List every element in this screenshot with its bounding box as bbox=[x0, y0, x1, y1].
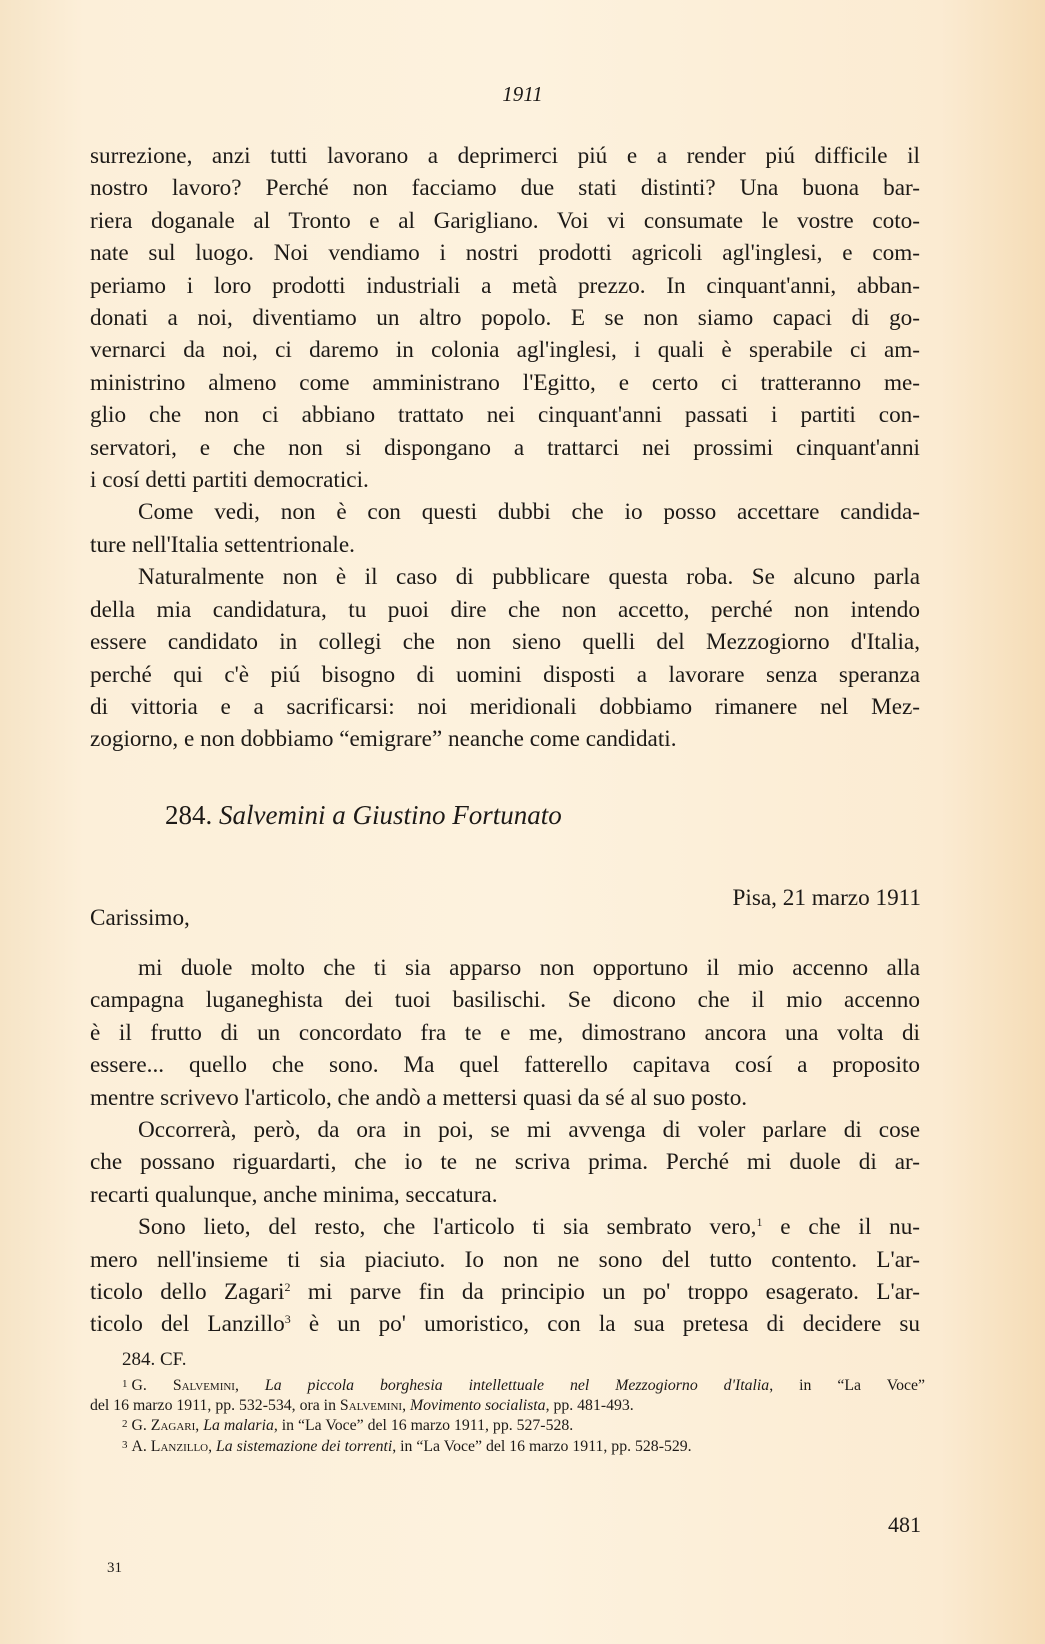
footnote-2: 2 G. Zagari, La malaria, in “La Voce” del 16 marzo 1911, pp. 527-528. bbox=[122, 1417, 574, 1435]
text-line: nate sul luogo. Noi vendiamo i nostri prodotti agricoli agl'inglesi, e com- bbox=[90, 240, 920, 267]
text-segment: Sono lieto, del resto, che l'articolo ti sia sembrato vero, bbox=[138, 1214, 757, 1241]
footnote-ref: 3 bbox=[284, 1312, 291, 1327]
footnote-ref: 1 bbox=[756, 1215, 763, 1230]
footnote-ref: 2 bbox=[284, 1280, 291, 1295]
footnote-mark: 3 bbox=[122, 1438, 128, 1451]
note-cf: 284. CF. bbox=[122, 1349, 187, 1370]
text-line: servatori, e che non si dispongano a trattarci nei prossimi cinquant'anni bbox=[90, 434, 920, 461]
footnote-mark: 1 bbox=[122, 1378, 128, 1391]
footnote-title: La piccola borghesia intellettuale nel Mezzogiorno d'Italia bbox=[264, 1377, 770, 1395]
footnotes bbox=[90, 1350, 925, 1456]
footnote-text: , in “La Voce” del 16 marzo 1911, pp. 528-529. bbox=[392, 1437, 692, 1455]
footnote-title: La malaria bbox=[203, 1417, 274, 1435]
text-segment: ticolo del Lanzillo bbox=[90, 1311, 285, 1338]
text-line: Come vedi, non è con questi dubbi che io posso accettare candida- bbox=[138, 499, 920, 526]
footnote-author: G. Zagari bbox=[131, 1417, 196, 1435]
text-line: nostro lavoro? Perché non facciamo due stati distinti? Una buona bar- bbox=[90, 175, 920, 202]
letter-number: 284. bbox=[165, 800, 213, 830]
text-line: recarti qualunque, anche minima, seccatura. bbox=[90, 1181, 498, 1208]
text-line: essere candidato in collegi che non sieno quelli del Mezzogiorno d'Italia, bbox=[90, 629, 920, 656]
footnote-3: 3 A. Lanzillo, La sistemazione dei torrenti, in “La Voce” del 16 marzo 1911, pp. 528-529. bbox=[122, 1437, 692, 1455]
running-head: 1911 bbox=[502, 82, 543, 106]
letter-continuation-text bbox=[90, 140, 920, 756]
letter-body-text bbox=[90, 952, 920, 1341]
dateline: Pisa, 21 marzo 1911 bbox=[732, 885, 921, 911]
text-segment: ticolo dello Zagari bbox=[90, 1279, 285, 1306]
text-line: surrezione, anzi tutti lavorano a deprimerci piú e a render piú difficile il bbox=[90, 143, 920, 169]
page-number: 481 bbox=[888, 1512, 921, 1537]
text-line: è il frutto di un concordato fra te e me, dimostrano ancora una volta di bbox=[90, 1019, 920, 1046]
text-line: ture nell'Italia settentrionale. bbox=[90, 531, 355, 558]
footnote-1: 1 G. Salvemini, La piccola borghesia intellettuale nel Mezzogiorno d'Italia, in “La Voce” bbox=[122, 1377, 926, 1395]
text-line: mi duole molto che ti sia apparso non opportuno il mio accenno alla bbox=[138, 955, 920, 981]
text-line: Naturalmente non è il caso di pubblicare questa roba. Se alcuno parla bbox=[138, 564, 920, 591]
text-line: riera doganale al Tronto e al Garigliano. Voi vi consumate le vostre coto- bbox=[90, 207, 920, 234]
text-line: vernarci da noi, ci daremo in colonia agl'inglesi, i quali è sperabile ci am- bbox=[90, 337, 920, 364]
footnote-author: Salvemini bbox=[339, 1396, 403, 1414]
footnote-1-cont: del 16 marzo 1911, pp. 532-534, ora in Salvemini, Movimento socialista, pp. 481-493. bbox=[90, 1396, 634, 1414]
text-line bbox=[90, 1211, 920, 1243]
footnote-text: , pp. 481-493. bbox=[545, 1396, 634, 1414]
text-line: mero nell'insieme ti sia piaciuto. Io non ne sono del tutto contento. L'ar- bbox=[90, 1246, 920, 1273]
text-line: di vittoria e a sacrificarsi: noi meridionali dobbiamo rimanere nel Mez- bbox=[90, 693, 920, 720]
text-line: perché qui c'è piú bisogno di uomini disposti a lavorare senza speranza bbox=[90, 661, 920, 688]
text-line: donati a noi, diventiamo un altro popolo. E se non siamo capaci di go- bbox=[90, 305, 920, 332]
footnote-title: Movimento socialista bbox=[409, 1396, 546, 1414]
text-segment: è un po' umoristico, con la sua pretesa di decidere su bbox=[308, 1311, 920, 1338]
text-line: Occorrerà, però, da ora in poi, se mi avvenga di voler parlare di cose bbox=[138, 1117, 920, 1144]
text-segment: e che il nu- bbox=[780, 1214, 921, 1241]
text-line: ministrino almeno come amministrano l'Egitto, e certo ci tratteranno me- bbox=[90, 369, 920, 396]
text-line bbox=[90, 1308, 920, 1340]
footnote-author: G. Salvemini bbox=[131, 1377, 235, 1395]
text-line bbox=[90, 1276, 920, 1308]
text-line: essere... quello che sono. Ma quel fatterello capitava cosí a proposito bbox=[90, 1052, 920, 1079]
text-line: zogiorno, e non dobbiamo “emigrare” neanche come candidati. bbox=[90, 726, 677, 753]
text-line: campagna luganeghista dei tuoi basilischi. Se dicono che il mio accenno bbox=[90, 987, 920, 1014]
footnote-author: A. Lanzillo bbox=[131, 1437, 209, 1455]
footnote-title: La sistemazione dei torrenti bbox=[216, 1437, 393, 1455]
text-line: che possano riguardarti, che io te ne scriva prima. Perché mi duole di ar- bbox=[90, 1149, 920, 1176]
text-line: della mia candidatura, tu puoi dire che non accetto, perché non intendo bbox=[90, 596, 920, 623]
footnote-text: , in “La Voce” bbox=[769, 1377, 926, 1395]
text-line: glio che non ci abbiano trattato nei cinquant'anni passati i partiti con- bbox=[90, 402, 920, 429]
salutation: Carissimo, bbox=[90, 905, 190, 931]
letter-heading bbox=[165, 800, 562, 831]
letter-title: Salvemini a Giustino Fortunato bbox=[219, 800, 562, 830]
text-line: i cosí detti partiti democratici. bbox=[90, 467, 369, 494]
footnote-text: del 16 marzo 1911, pp. 532-534, ora in bbox=[90, 1396, 340, 1414]
footnote-mark: 2 bbox=[122, 1418, 128, 1431]
text-segment: mi parve fin da principio un po' troppo esagerato. L'ar- bbox=[307, 1279, 920, 1306]
signature-mark: 31 bbox=[107, 1560, 122, 1576]
footnote-text: , in “La Voce” del 16 marzo 1911, pp. 527-528. bbox=[273, 1417, 574, 1435]
text-line: mentre scrivevo l'articolo, che andò a mettersi quasi da sé al suo posto. bbox=[90, 1084, 748, 1111]
text-line: periamo i loro prodotti industriali a metà prezzo. In cinquant'anni, abban- bbox=[90, 272, 920, 299]
